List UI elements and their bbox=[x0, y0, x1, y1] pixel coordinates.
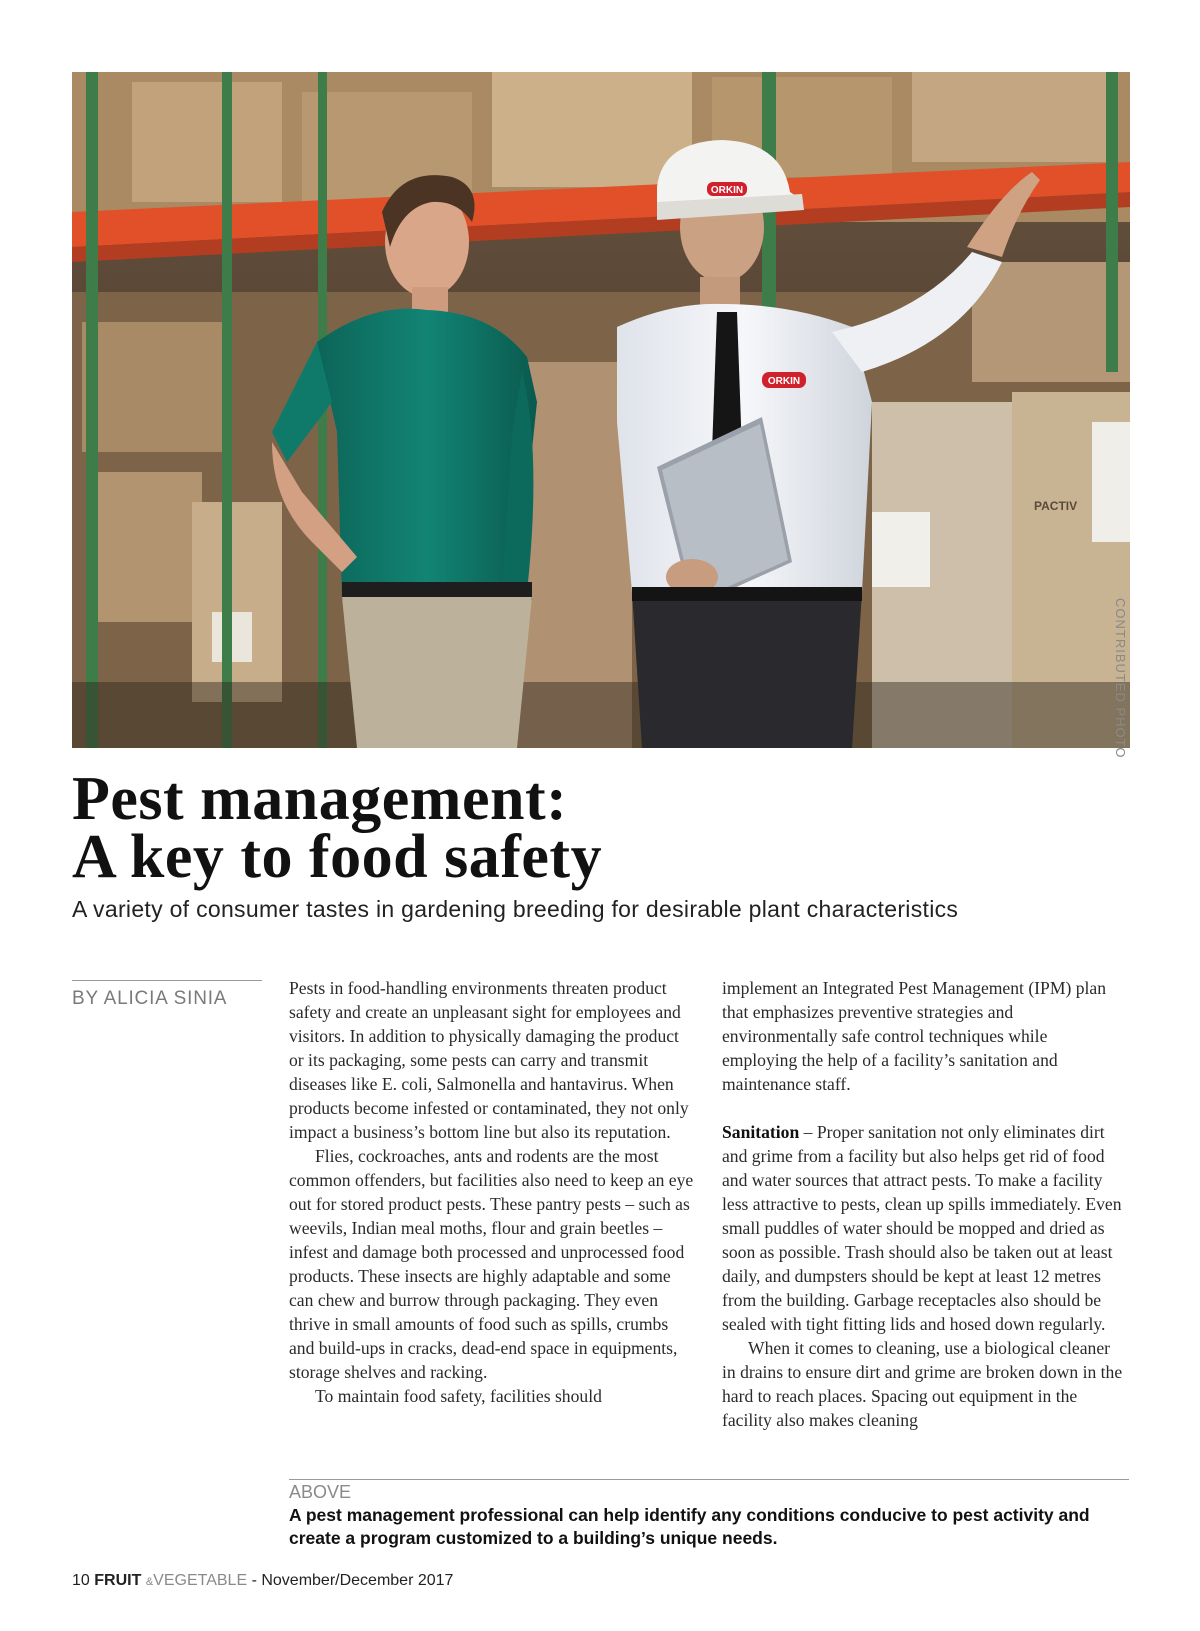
body-text: – Proper sanitation not only eliminates dirt and grime from a facility but also helps get rid of food and water sources that attract pests. To make a facility less attractive to pests, clean up spills immediately. Even small puddles of water should be mopped and dried as soon as possible. Trash should also be taken out at least daily, and dumpsters should be kept at least 12 metres from the building. Garbage receptacles also should be sealed with tight fitting lids and hosed down regularly. bbox=[722, 1122, 1122, 1334]
sanitation-paragraph bbox=[722, 1120, 1127, 1336]
article-dek: A variety of consumer tastes in gardening breeding for desirable plant characteristics bbox=[72, 896, 959, 922]
page-footer bbox=[72, 1572, 453, 1590]
headline-line-1: Pest management: bbox=[72, 765, 568, 833]
page-number: 10 bbox=[72, 1572, 90, 1589]
caption-label: ABOVE bbox=[289, 1482, 352, 1502]
footer-separator: - bbox=[247, 1572, 262, 1589]
brand-ampersand: & bbox=[145, 1576, 154, 1588]
photo-caption: A pest management professional can help identify any conditions conducive to pest activity and create a program customized to a building’s unique needs. bbox=[289, 1505, 1090, 1548]
body-paragraph: Pests in food-handling environments threaten product safety and create an unpleasant sight for employees and visitors. In addition to physically damaging the product or its packaging, some pests can carry and transmit diseases like E. coli, Salmonella and hantavirus. When products become infested or contaminated, they not only impact a business’s bottom line but also its reputation. bbox=[289, 978, 689, 1142]
body-paragraph: implement an Integrated Pest Management (IPM) plan that emphasizes preventive strategies and environmentally safe control techniques while employing the help of a facility’s sanitation and maintenance staff. bbox=[722, 978, 1107, 1094]
headline-line-2: A key to food safety bbox=[72, 823, 603, 891]
body-paragraph: To maintain food safety, facilities should bbox=[315, 1386, 602, 1406]
box-label: PACTIV bbox=[1034, 499, 1078, 513]
shirt-logo: ORKIN bbox=[767, 376, 801, 387]
issue-date: November/December 2017 bbox=[261, 1572, 454, 1589]
body-paragraph: Flies, cockroaches, ants and rodents are the most common offenders, but facilities also need to keep an eye out for stored product pests. These pantry pests – such as weevils, Indian meal moths, flour and grain beetles – infest and damage both processed and unprocessed food products. These insects are highly adaptable and some can chew and burrow through packaging. They even thrive in small amounts of food such as spills, crumbs and build-ups in cracks, dead-end space in equipments, storage shelves and racking. bbox=[289, 1146, 694, 1382]
caption-divider bbox=[289, 1479, 1129, 1480]
body-paragraph: When it comes to cleaning, use a biological cleaner in drains to ensure dirt and grime are broken down in the hard to reach places. Spacing out equipment in the facility also makes cleaning bbox=[722, 1338, 1123, 1430]
hero-photo bbox=[72, 72, 1130, 759]
brand-vegetable: VEGETABLE bbox=[153, 1572, 248, 1589]
helmet-logo: ORKIN bbox=[710, 185, 744, 196]
body-column-2 bbox=[722, 976, 1127, 1432]
byline: BY ALICIA SINIA bbox=[72, 988, 228, 1009]
warehouse-photo-illustration bbox=[72, 72, 1130, 759]
article-headline bbox=[72, 765, 1132, 891]
brand-fruit: FRUIT bbox=[94, 1572, 142, 1589]
body-column-1 bbox=[289, 976, 694, 1408]
photo-credit: CONTRIBUTED PHOTO bbox=[1113, 598, 1128, 759]
byline-divider bbox=[72, 980, 262, 981]
subhead-sanitation: Sanitation bbox=[722, 1122, 800, 1142]
